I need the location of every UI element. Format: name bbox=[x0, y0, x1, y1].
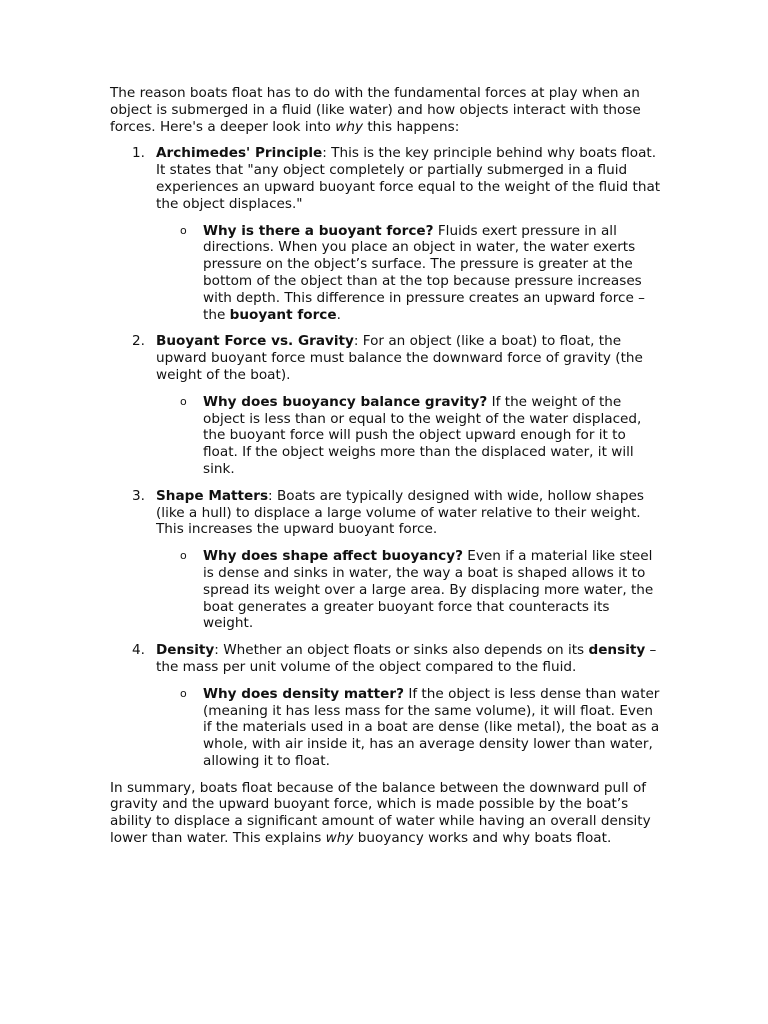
bullet-marker: o bbox=[180, 223, 187, 237]
list-item-shape-matters bbox=[110, 488, 662, 538]
sub-item-text: Why is there a buoyant force? Fluids exert pressure in all directions. When you place an object in water, the water exerts pressure on the object’s surface. The pressure is greater at the bottom of the object than at the top because pressure increases with depth. This difference in pressure creates an upward force – the buoyant force. bbox=[203, 222, 645, 323]
sub-item-why-shape bbox=[110, 548, 662, 632]
list-item-text: Buoyant Force vs. Gravity: For an object (like a boat) to float, the upward buoyant force must balance the downward force of gravity (the weight of the boat). bbox=[156, 333, 643, 383]
list-number: 2. bbox=[132, 333, 145, 350]
document-page bbox=[110, 85, 662, 847]
sub-item-text: Why does buoyancy balance gravity? If the weight of the object is less than or equal to the weight of the water displaced, the buoyant force will push the object upward enough for it to float. If the object weighs more than the displaced water, it will sink. bbox=[203, 393, 642, 477]
list-number: 3. bbox=[132, 487, 145, 504]
list-item-density bbox=[110, 642, 662, 676]
list-item-buoyant-vs-gravity bbox=[110, 333, 662, 383]
intro-paragraph: The reason boats float has to do with the fundamental forces at play when an object is submerged in a fluid (like water) and how objects interact with those forces. Here's a deeper look into why this happens: bbox=[110, 85, 641, 135]
list-item-text: Shape Matters: Boats are typically designed with wide, hollow shapes (like a hull) to displace a large volume of water relative to their weight. This increases the upward buoyant force. bbox=[156, 487, 644, 538]
list-item-text: Archimedes' Principle: This is the key principle behind why boats float. It states that "any object completely or partially submerged in a fluid experiences an upward buoyant force equal to the weight of the fluid that the object displaces." bbox=[156, 145, 661, 212]
bullet-marker: o bbox=[180, 686, 187, 700]
list-item-archimedes bbox=[110, 145, 662, 212]
summary-paragraph: In summary, boats float because of the balance between the downward pull of gravity and the upward buoyant force, which is made possible by the boat’s ability to displace a significant amount of water while having an overall density lower than water. This explains why buoyancy works and why boats float. bbox=[110, 779, 651, 847]
sub-item-why-density bbox=[110, 686, 662, 770]
list-number: 4. bbox=[132, 642, 145, 659]
sub-item-text: Why does shape affect buoyancy? Even if a material like steel is dense and sinks in water, the way a boat is shaped allows it to spread its weight over a large area. By displacing more water, the boat generates a greater buoyant force that counteracts its weight. bbox=[203, 548, 654, 632]
bullet-marker: o bbox=[180, 394, 187, 408]
sub-item-why-buoyant-force bbox=[110, 223, 662, 324]
list-number: 1. bbox=[132, 145, 145, 162]
list-item-text: Density: Whether an object floats or sinks also depends on its density – the mass per unit volume of the object compared to the fluid. bbox=[156, 642, 657, 675]
sub-item-why-balance-gravity bbox=[110, 394, 662, 478]
bullet-marker: o bbox=[180, 549, 187, 563]
sub-item-text: Why does density matter? If the object is less dense than water (meaning it has less mass for the same volume), it will float. Even if the materials used in a boat are dense (like metal), the boat as a whole, with air inside it, has an average density lower than water, allowing it to float. bbox=[203, 685, 660, 769]
